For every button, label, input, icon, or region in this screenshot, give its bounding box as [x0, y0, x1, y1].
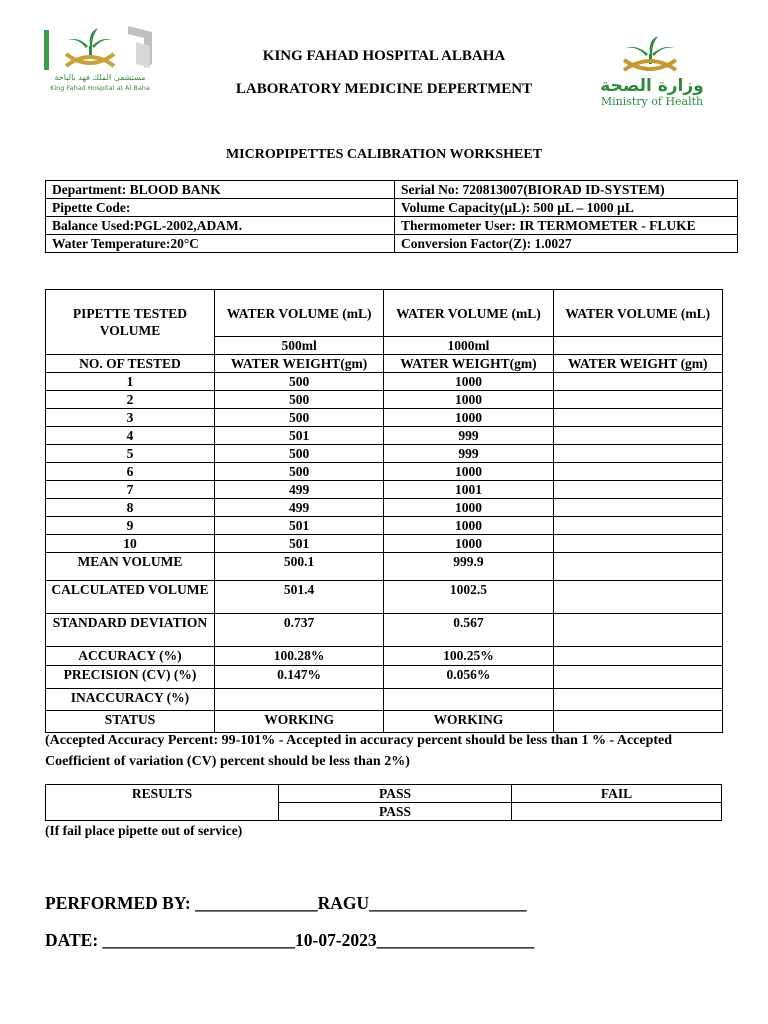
inaccuracy-row: [46, 689, 723, 711]
weight-cell: 501: [214, 535, 383, 553]
precision-row: [46, 666, 723, 689]
info-row: [46, 217, 738, 235]
weight-header-row: [46, 355, 723, 373]
date-line: [45, 930, 534, 951]
table-row: [46, 499, 723, 517]
worksheet-title: MICROPIPETTES CALIBRATION WORKSHEET: [225, 147, 543, 162]
calculated-volume-row: [46, 581, 723, 614]
thermometer-field: Thermometer User: IR TERMOMETER - FLUKE: [395, 217, 738, 235]
volume-cell: 500ml: [214, 337, 383, 355]
signature-underline: ______________: [195, 893, 318, 913]
table-row: [46, 517, 723, 535]
stat-label: ACCURACY (%): [46, 647, 215, 666]
status-cell: WORKING: [214, 711, 383, 733]
date-underline: __________________: [376, 930, 535, 950]
fail-result: [512, 803, 722, 821]
stat-cell: [553, 666, 722, 689]
water-temperature-field: Water Temperature:20°C: [46, 235, 395, 253]
standard-deviation-row: [46, 614, 723, 647]
weight-cell: [553, 427, 722, 445]
stat-label: CALCULATED VOLUME: [46, 581, 215, 614]
weight-cell: [553, 535, 722, 553]
performed-by-line: [45, 893, 527, 914]
weight-cell: 501: [214, 427, 383, 445]
date-label: DATE:: [45, 930, 99, 950]
stat-label: MEAN VOLUME: [46, 553, 215, 581]
weight-cell: 500: [214, 463, 383, 481]
info-row: [46, 199, 738, 217]
test-number: 2: [46, 391, 215, 409]
table-row: [46, 445, 723, 463]
calibration-table: [45, 289, 723, 733]
stat-cell: [553, 581, 722, 614]
stat-cell: 501.4: [214, 581, 383, 614]
stat-label: INACCURACY (%): [46, 689, 215, 711]
test-number: 1: [46, 373, 215, 391]
volume-cell: 1000ml: [384, 337, 553, 355]
table-row: [46, 535, 723, 553]
accuracy-row: [46, 647, 723, 666]
volume-cell: [553, 337, 722, 355]
test-number: 4: [46, 427, 215, 445]
test-number: 10: [46, 535, 215, 553]
svg-text:Ministry of Health: Ministry of Health: [600, 95, 704, 108]
date-underline: ______________________: [102, 930, 296, 950]
weight-cell: 499: [214, 481, 383, 499]
table-row: [46, 481, 723, 499]
stat-cell: 0.737: [214, 614, 383, 647]
stat-cell: 1002.5: [384, 581, 553, 614]
water-volume-header: WATER VOLUME (mL): [553, 290, 722, 337]
weight-cell: 1000: [384, 499, 553, 517]
weight-cell: 999: [384, 445, 553, 463]
acceptance-criteria-note: (Accepted Accuracy Percent: 99-101% - Accepted in accuracy percent should be less than 1 % - Accepted Coefficient of variation (CV) percent should be less than 2%): [45, 733, 673, 769]
stat-cell: [214, 689, 383, 711]
table-row: [46, 409, 723, 427]
stat-cell: [553, 553, 722, 581]
test-number: 8: [46, 499, 215, 517]
weight-cell: 1000: [384, 373, 553, 391]
pass-result: PASS: [279, 803, 512, 821]
stat-cell: [553, 647, 722, 666]
weight-cell: [553, 481, 722, 499]
stat-label: STATUS: [46, 711, 215, 733]
stat-cell: 100.25%: [384, 647, 553, 666]
performed-by-label: PERFORMED BY:: [45, 893, 191, 913]
fail-instruction-note: (If fail place pipette out of service): [45, 823, 243, 838]
department-field: Department: BLOOD BANK: [46, 181, 395, 199]
svg-text:King Fahad Hospital at Al Baha: King Fahad Hospital at Al Baha: [50, 84, 150, 92]
status-cell: WORKING: [384, 711, 553, 733]
weight-cell: 1000: [384, 463, 553, 481]
test-number: 5: [46, 445, 215, 463]
info-table: [45, 180, 738, 253]
weight-cell: 1000: [384, 391, 553, 409]
stat-cell: 999.9: [384, 553, 553, 581]
stat-label: STANDARD DEVIATION: [46, 614, 215, 647]
weight-cell: 501: [214, 517, 383, 535]
water-volume-header: WATER VOLUME (mL): [384, 290, 553, 337]
performed-by-name: RAGU: [317, 893, 370, 913]
test-number: 9: [46, 517, 215, 535]
water-weight-header: WATER WEIGHT(gm): [384, 355, 553, 373]
serial-field: Serial No: 720813007(BIORAD ID-SYSTEM): [395, 181, 738, 199]
stat-cell: 500.1: [214, 553, 383, 581]
weight-cell: 999: [384, 427, 553, 445]
test-number: 7: [46, 481, 215, 499]
weight-cell: 500: [214, 409, 383, 427]
svg-text:وزارة الصحة: وزارة الصحة: [600, 76, 704, 96]
volume-capacity-field: Volume Capacity(µL): 500 µL – 1000 µL: [395, 199, 738, 217]
weight-cell: [553, 409, 722, 427]
info-row: [46, 235, 738, 253]
results-label: RESULTS: [46, 785, 279, 821]
stat-cell: 0.056%: [384, 666, 553, 689]
stat-cell: 0.567: [384, 614, 553, 647]
weight-cell: [553, 445, 722, 463]
date-value: 10-07-2023: [295, 930, 377, 950]
department-name: LABORATORY MEDICINE DEPERTMENT: [235, 81, 533, 97]
svg-text:مستشفى الملك فهد بالباحة: مستشفى الملك فهد بالباحة: [54, 73, 146, 82]
weight-cell: 1000: [384, 517, 553, 535]
conversion-factor-field: Conversion Factor(Z): 1.0027: [395, 235, 738, 253]
weight-cell: [553, 373, 722, 391]
results-header-row: [46, 785, 722, 803]
mean-volume-row: [46, 553, 723, 581]
table-header-row: [46, 290, 723, 337]
weight-cell: 1000: [384, 409, 553, 427]
weight-cell: [553, 499, 722, 517]
weight-cell: [553, 391, 722, 409]
balance-field: Balance Used:PGL-2002,ADAM.: [46, 217, 395, 235]
stat-cell: 100.28%: [214, 647, 383, 666]
stat-cell: [553, 689, 722, 711]
pass-header: PASS: [279, 785, 512, 803]
test-number: 3: [46, 409, 215, 427]
fail-header: FAIL: [512, 785, 722, 803]
stat-cell: 0.147%: [214, 666, 383, 689]
pipette-tested-volume-header: PIPETTE TESTED VOLUME: [46, 290, 215, 355]
signature-underline: __________________: [369, 893, 527, 913]
table-row: [46, 427, 723, 445]
weight-cell: 500: [214, 373, 383, 391]
test-number: 6: [46, 463, 215, 481]
hospital-name: KING FAHAD HOSPITAL ALBAHA: [262, 48, 506, 64]
water-volume-header: WATER VOLUME (mL): [214, 290, 383, 337]
no-of-tested-header: NO. OF TESTED: [46, 355, 215, 373]
table-row: [46, 463, 723, 481]
stat-label: PRECISION (CV) (%): [46, 666, 215, 689]
water-weight-header: WATER WEIGHT(gm): [214, 355, 383, 373]
stat-cell: [384, 689, 553, 711]
weight-cell: [553, 463, 722, 481]
water-weight-header: WATER WEIGHT (gm): [553, 355, 722, 373]
weight-cell: 1001: [384, 481, 553, 499]
stat-cell: [553, 614, 722, 647]
pipette-code-field: Pipette Code:: [46, 199, 395, 217]
table-row: [46, 391, 723, 409]
weight-cell: 1000: [384, 535, 553, 553]
weight-cell: [553, 517, 722, 535]
weight-cell: 499: [214, 499, 383, 517]
weight-cell: 500: [214, 391, 383, 409]
weight-cell: 500: [214, 445, 383, 463]
results-table: [45, 784, 722, 821]
table-row: [46, 373, 723, 391]
info-row: [46, 181, 738, 199]
